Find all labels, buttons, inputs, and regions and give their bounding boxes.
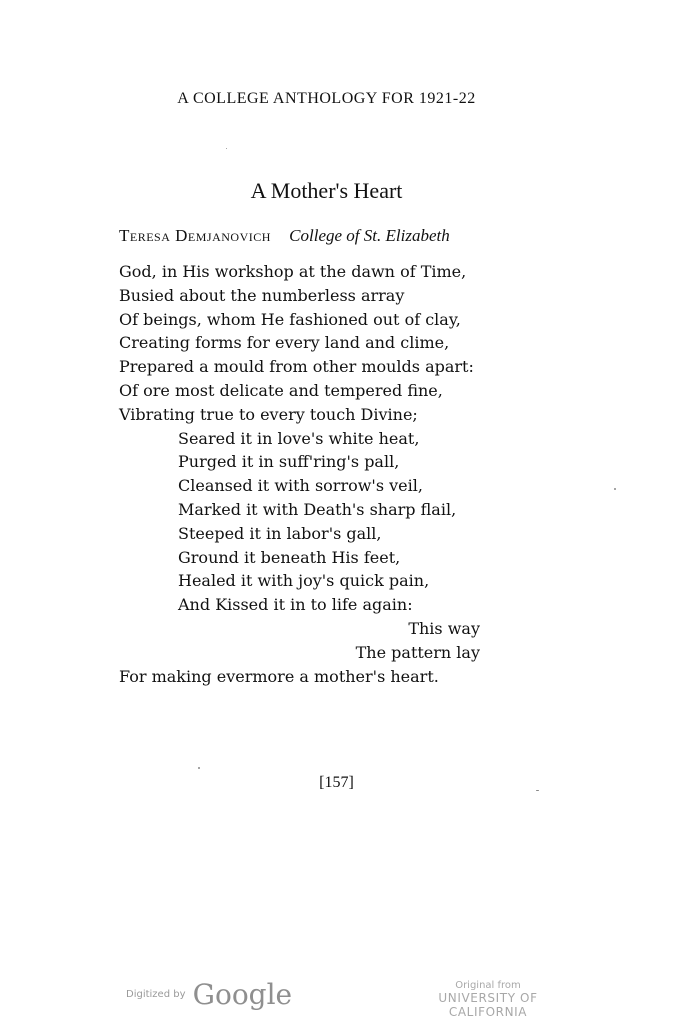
poem-line: Seared it in love's white heat, — [178, 428, 420, 448]
university-label: UNIVERSITY OF CALIFORNIA — [438, 991, 538, 1019]
original-from-label: Original from — [455, 980, 521, 991]
poem-line: The pattern lay — [355, 642, 480, 662]
poem-line: Healed it with joy's quick pain, — [178, 571, 430, 591]
digitized-by-watermark — [126, 978, 292, 1011]
poem-line: Ground it beneath His feet, — [178, 547, 401, 567]
scan-speck — [536, 790, 539, 791]
poem-line: This way — [408, 618, 480, 638]
page-number: [157] — [319, 774, 354, 791]
poem-line: Marked it with Death's sharp flail, — [178, 499, 457, 519]
poem-line: Vibrating true to every touch Divine; — [119, 404, 418, 424]
scan-speck — [226, 148, 227, 149]
poem-line: Cleansed it with sorrow's veil, — [178, 476, 423, 496]
poem-line: And Kissed it in to life again: — [178, 595, 413, 615]
poem-line: Steeped it in labor's gall, — [178, 523, 382, 543]
scan-speck — [198, 767, 200, 769]
poem-line: For making evermore a mother's heart. — [119, 666, 439, 686]
scan-speck — [614, 488, 616, 490]
byline — [119, 226, 450, 246]
poem-line: Prepared a mould from other moulds apart: — [119, 357, 474, 377]
google-logo: Google — [192, 978, 293, 1011]
running-head: A COLLEGE ANTHOLOGY FOR 1921-22 — [177, 90, 476, 107]
college-name: College of St. Elizabeth — [289, 226, 450, 245]
poem-line: Of beings, whom He fashioned out of clay, — [119, 309, 461, 329]
poem-title: A Mother's Heart — [250, 178, 403, 203]
poem-line: Creating forms for every land and clime, — [119, 333, 450, 353]
digitized-by-label: Digitized by — [126, 989, 186, 1000]
poem-line: God, in His workshop at the dawn of Time, — [119, 262, 467, 281]
poem-line: Purged it in suff'ring's pall, — [178, 452, 400, 472]
author-name: Teresa Demjanovich — [119, 226, 271, 245]
poem-body — [119, 260, 539, 688]
poem-line: Busied about the numberless array — [119, 285, 405, 305]
original-from-watermark — [398, 980, 578, 1019]
poem-line: Of ore most delicate and tempered fine, — [119, 380, 443, 400]
